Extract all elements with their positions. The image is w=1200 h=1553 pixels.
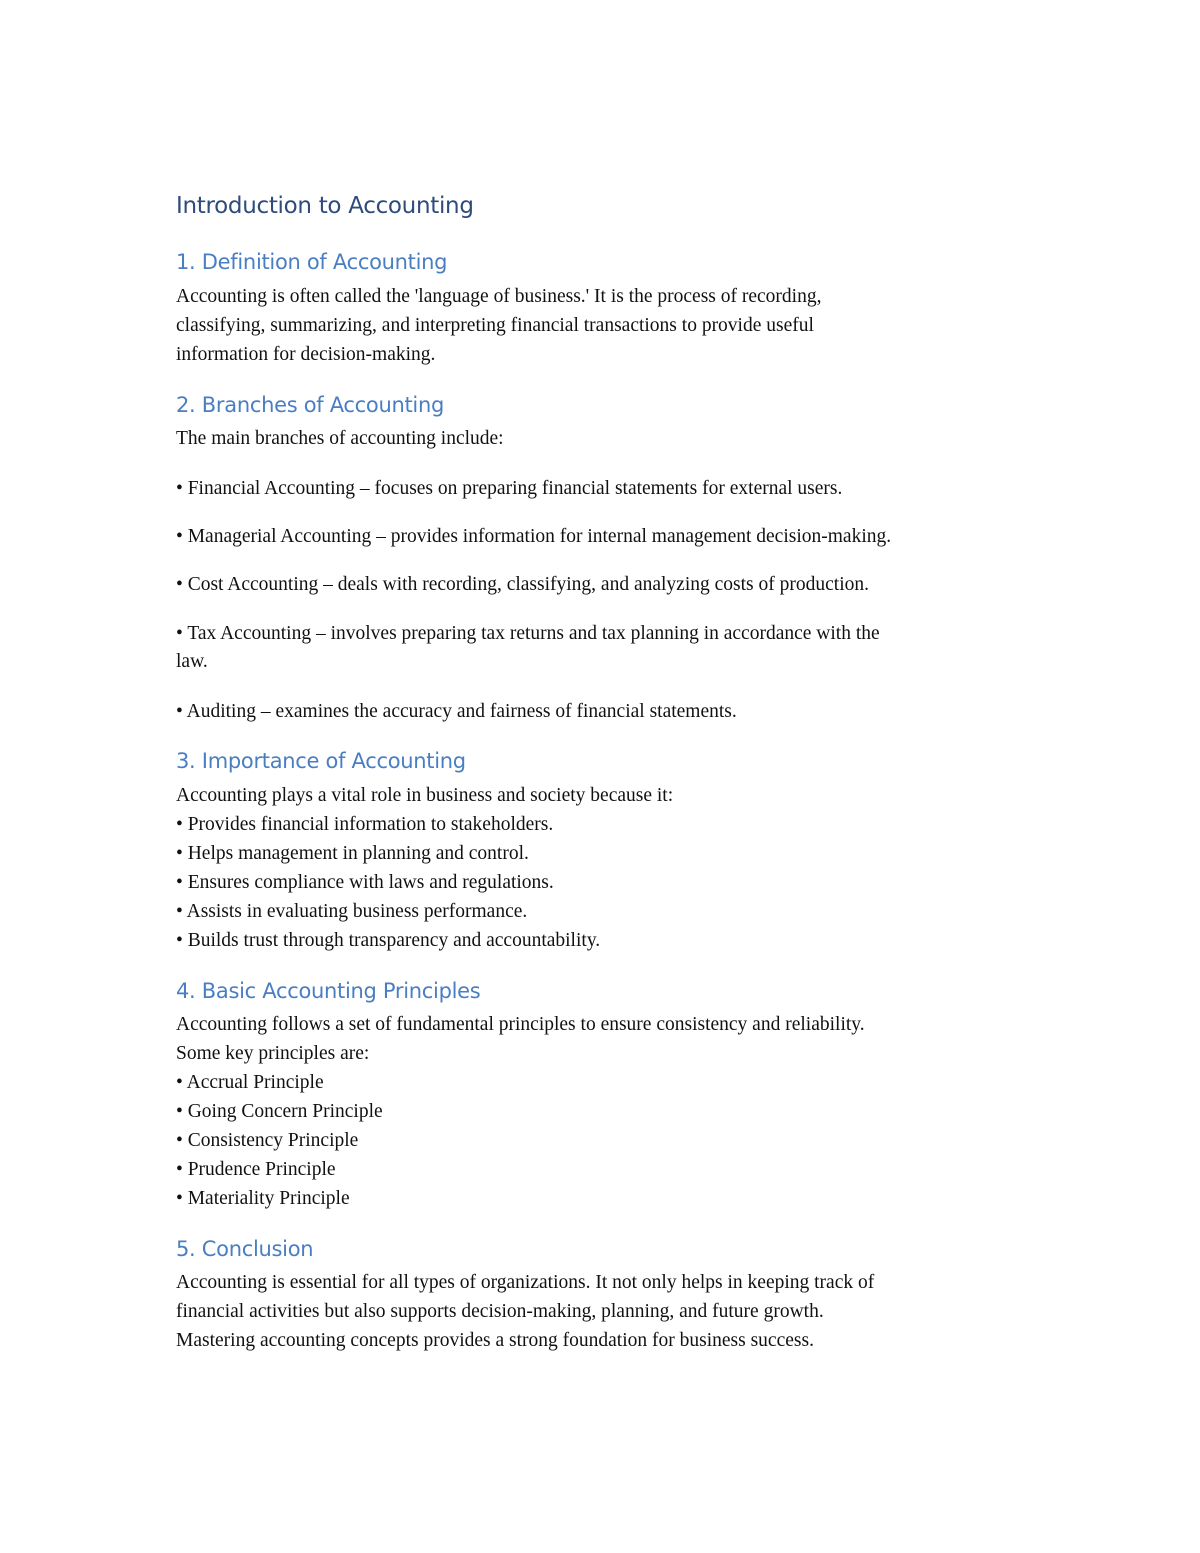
list-item: • Auditing – examines the accuracy and fairness of financial statements. — [176, 701, 737, 722]
list-item: • Ensures compliance with laws and regulations. — [176, 872, 554, 893]
paragraph-line: Accounting is essential for all types of organizations. It not only helps in keeping track of — [176, 1272, 875, 1293]
paragraph-line: Accounting follows a set of fundamental principles to ensure consistency and reliability. — [176, 1014, 865, 1035]
section-heading-importance: 3. Importance of Accounting — [176, 749, 466, 773]
paragraph-line: Mastering accounting concepts provides a strong foundation for business success. — [176, 1330, 814, 1351]
list-item: • Managerial Accounting – provides information for internal management decision-making. — [176, 526, 892, 547]
paragraph-line: information for decision-making. — [176, 344, 436, 365]
list-item: • Assists in evaluating business performance. — [176, 901, 528, 922]
paragraph-line: financial activities but also supports decision-making, planning, and future growth. — [176, 1301, 824, 1322]
list-item: • Builds trust through transparency and accountability. — [176, 930, 601, 951]
list-item: • Tax Accounting – involves preparing tax returns and tax planning in accordance with the — [176, 623, 880, 644]
paragraph-line: The main branches of accounting include: — [176, 428, 504, 449]
list-item: • Cost Accounting – deals with recording, classifying, and analyzing costs of production. — [176, 574, 869, 595]
paragraph-line: classifying, summarizing, and interpreting financial transactions to provide useful — [176, 315, 814, 336]
list-item: • Consistency Principle — [176, 1130, 359, 1151]
section-heading-branches: 2. Branches of Accounting — [176, 393, 445, 417]
list-item: • Going Concern Principle — [176, 1101, 383, 1122]
list-item: • Accrual Principle — [176, 1072, 324, 1093]
list-item-continuation: law. — [176, 651, 208, 672]
list-item: • Prudence Principle — [176, 1159, 336, 1180]
document-title: Introduction to Accounting — [176, 193, 474, 219]
paragraph-line: Accounting is often called the 'language of business.' It is the process of recording, — [176, 286, 822, 307]
section-heading-definition: 1. Definition of Accounting — [176, 250, 448, 274]
list-item: • Materiality Principle — [176, 1188, 350, 1209]
list-item: • Provides financial information to stakeholders. — [176, 814, 554, 835]
list-item: • Financial Accounting – focuses on preparing financial statements for external users. — [176, 478, 843, 499]
paragraph-line: Some key principles are: — [176, 1043, 370, 1064]
section-heading-conclusion: 5. Conclusion — [176, 1237, 314, 1261]
section-heading-principles: 4. Basic Accounting Principles — [176, 979, 481, 1003]
paragraph-line: Accounting plays a vital role in business and society because it: — [176, 785, 674, 806]
list-item: • Helps management in planning and control. — [176, 843, 529, 864]
